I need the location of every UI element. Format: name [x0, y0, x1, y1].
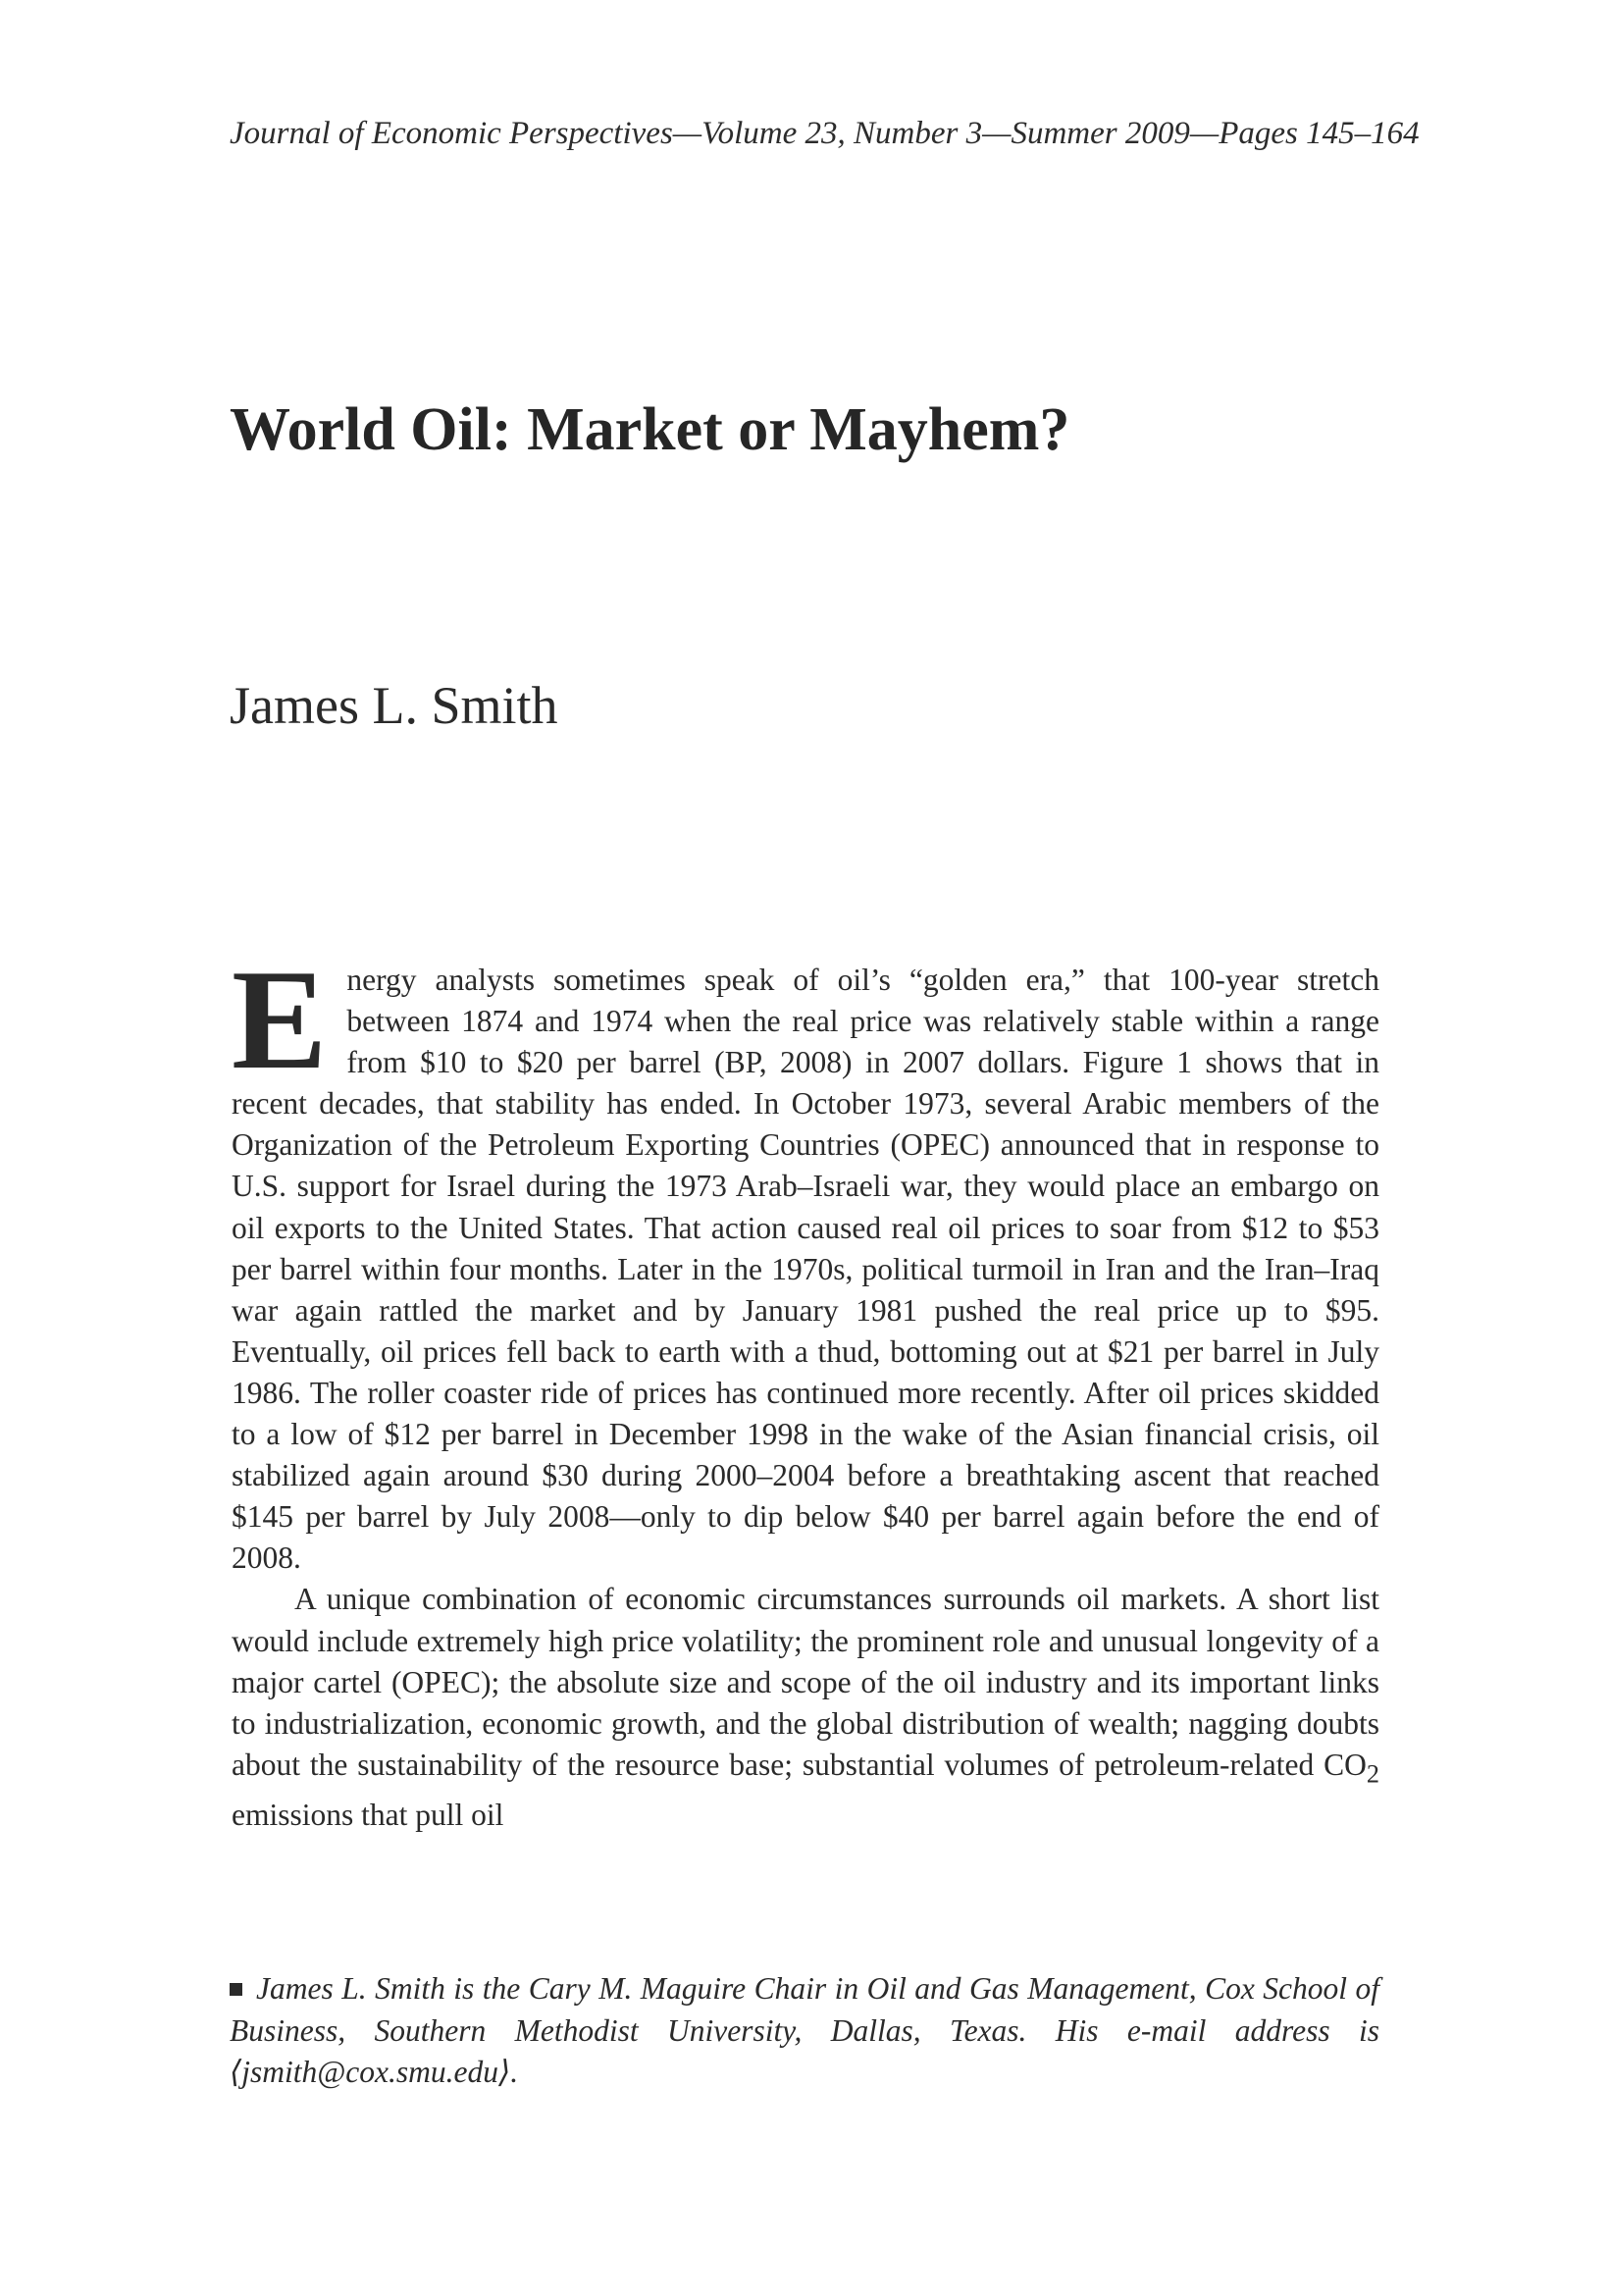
- co2-subscript: 2: [1366, 1759, 1379, 1789]
- author-name: James L. Smith: [230, 676, 558, 735]
- square-bullet-icon: [230, 1983, 242, 1996]
- paragraph-2-text: A unique combination of economic circumstances surrounds oil markets. A short list would include extremely high price volatility; the prominent role and unusual longevity of a major cartel (OPEC); the absolute size and scope of the oil industry and its important links to industrialization, economic growth, and the global distribution of wealth; nagging doubts about the sustainability of the resource base; substantial volumes of petroleum-related CO: [232, 1582, 1379, 1782]
- drop-cap: E: [232, 940, 328, 1099]
- paragraph-1: [232, 940, 1379, 1579]
- paragraph-1-text: nergy analysts sometimes speak of oil’s “golden era,” that 100-year stretch between 1874 and 1974 when the real price was relatively stable within a range from $10 to $20 per barrel (BP, 2008) in 2007 dollars. Figure 1 shows that in recent decades, that stability has ended. In October 1973, several Arabic members of the Organization of the Petroleum Exporting Countries (OPEC) announced that in response to U.S. support for Israel during the 1973 Arab–Israeli war, they would place an embargo on oil exports to the United States. That action caused real oil prices to soar from $12 to $53 per barrel within four months. Later in the 1970s, political turmoil in Iran and the Iran–Iraq war again rattled the market and by January 1981 pushed the real price up to $95. Eventually, oil prices fell back to earth with a thud, bottoming out at $21 per barrel in July 1986. The roller coaster ride of prices has continued more recently. After oil prices skidded to a low of $12 per barrel in December 1998 in the wake of the Asian financial crisis, oil stabilized again around $30 during 2000–2004 before a breathtaking ascent that reached $145 per barrel by July 2008—only to dip below $40 per barrel again before the end of 2008.: [232, 963, 1379, 1576]
- paragraph-2-text-end: emissions that pull oil: [232, 1798, 504, 1833]
- author-footnote: [230, 1968, 1379, 2094]
- footnote-text: James L. Smith is the Cary M. Maguire Chair in Oil and Gas Management, Cox School of Business, Southern Methodist University, Dallas, Texas. His e-mail address is ⟨jsmith@cox.smu.edu⟩.: [230, 1971, 1379, 2089]
- running-head: Journal of Economic Perspectives—Volume 23, Number 3—Summer 2009—Pages 145–164: [230, 116, 1420, 151]
- article-title: World Oil: Market or Mayhem?: [230, 396, 1070, 463]
- paragraph-2: [232, 1579, 1379, 1836]
- article-body: [232, 940, 1379, 1836]
